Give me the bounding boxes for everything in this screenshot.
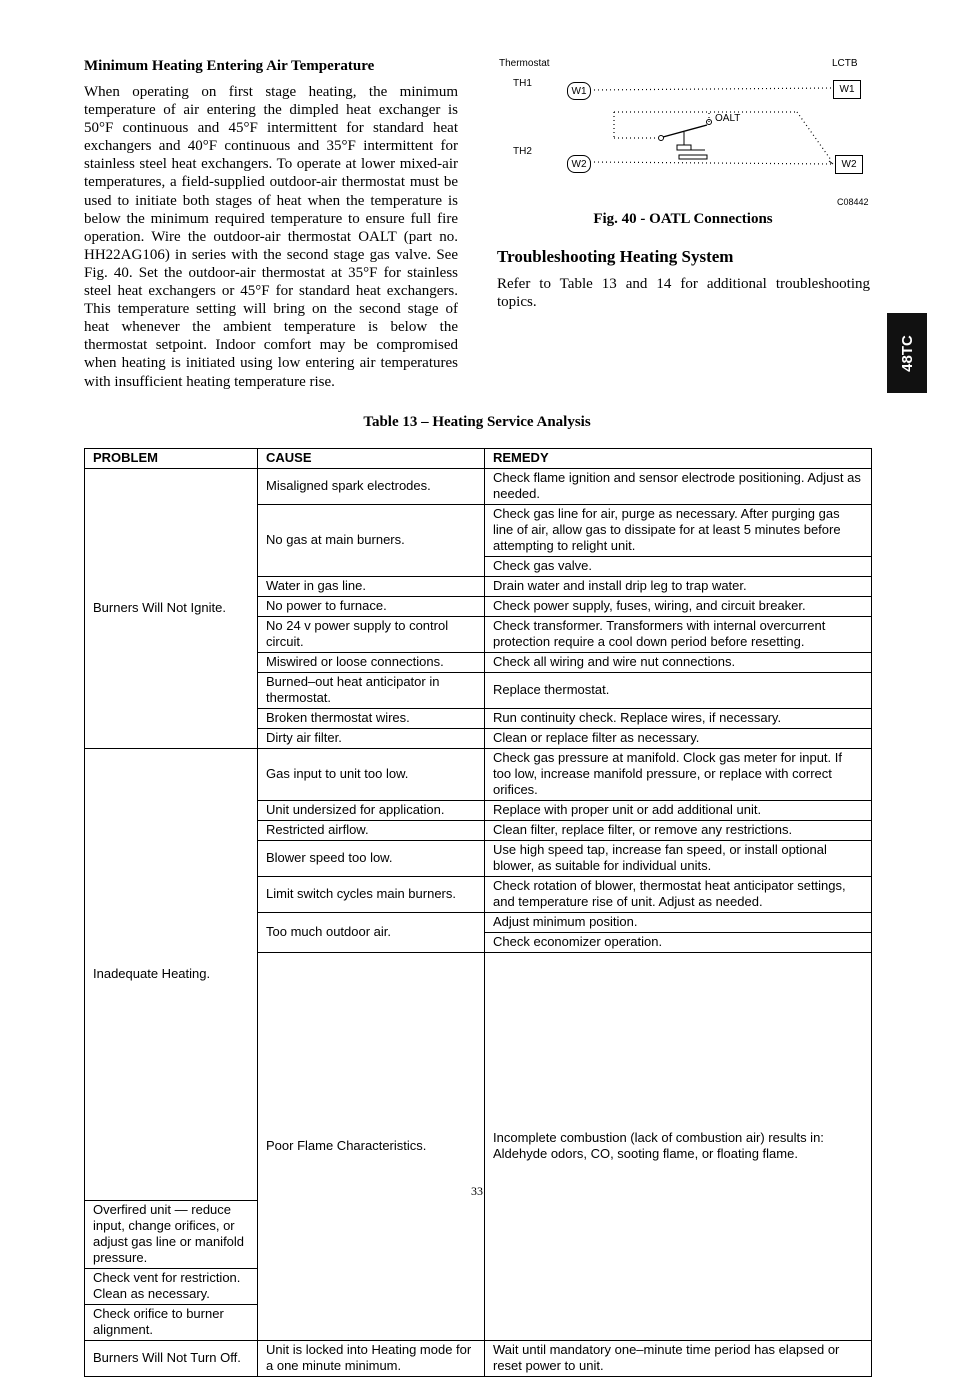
- thermostat-label: Thermostat: [499, 58, 550, 69]
- th2-label: TH2: [513, 146, 532, 157]
- table-title: Table 13 – Heating Service Analysis: [363, 414, 591, 430]
- cause-cell: Too much outdoor air.: [258, 913, 485, 953]
- problem-cell: Inadequate Heating.: [85, 749, 258, 1201]
- table-row: [85, 469, 872, 505]
- remedy-cell: Check gas pressure at manifold. Clock gas meter for input. If too low, increase manifold pressure, or replace with correct orifices.: [485, 749, 872, 801]
- header-cause: CAUSE: [258, 449, 485, 469]
- w2-right-terminal: W2: [835, 155, 863, 174]
- problem-cell: Burners Will Not Ignite.: [85, 469, 258, 749]
- cause-cell: Incomplete combustion (lack of combustion air) results in: Aldehyde odors, CO, sooting flame, or floating flame.: [485, 953, 872, 1341]
- oalt-wiring-diagram: [497, 52, 877, 212]
- remedy-cell: Check gas valve.: [485, 557, 872, 577]
- lctb-label: LCTB: [832, 58, 858, 69]
- header-problem: PROBLEM: [85, 449, 258, 469]
- cause-cell: No 24 v power supply to control circuit.: [258, 617, 485, 653]
- side-tab-label: 48TC: [898, 334, 916, 372]
- cause-cell: Blower speed too low.: [258, 841, 485, 877]
- cause-cell: No gas at main burners.: [258, 505, 485, 577]
- problem-cell: Poor Flame Characteristics.: [258, 953, 485, 1341]
- page-number: 33: [471, 1184, 483, 1198]
- cause-cell: Burned–out heat anticipator in thermostat.: [258, 673, 485, 709]
- section-heading-min-heating: Minimum Heating Entering Air Temperature: [84, 58, 375, 74]
- header-remedy: REMEDY: [485, 449, 872, 469]
- cause-cell: No power to furnace.: [258, 597, 485, 617]
- cause-cell: Broken thermostat wires.: [258, 709, 485, 729]
- cause-cell: Water in gas line.: [258, 577, 485, 597]
- min-heating-paragraph: When operating on first stage heating, the minimum temperature of air entering the dimpled heat exchanger is 50°F continuous and 45°F intermittent for standard heat exchangers and 40°F continuous and 35°F intermittent for stainless steel heat exchangers. To operate at lower mixed-air temperatures, a field-supplied outdoor-air thermostat must be used to initiate both stages of heat when the temperature is below the minimum required temperature to ensure full fire operation. Wire the outdoor-air thermostat OALT (part no. HH22AG106) in series with the second stage gas valve. See Fig. 40. Set the outdoor-air thermostat at 35°F for stainless steel heat exchangers or 45°F for standard heat exchangers. This temperature setting will bring on the second stage of heat whenever the ambient temperature is below the thermostat setpoint. Indoor comfort may be compromised when heating is initiated using low entering air temperatures with insufficient heating temperature rise.: [84, 84, 458, 390]
- remedy-cell: Check orifice to burner alignment.: [85, 1305, 258, 1341]
- problem-cell: Burners Will Not Turn Off.: [85, 1341, 258, 1377]
- table-header-row: [85, 449, 872, 469]
- heating-service-analysis-table: [84, 448, 872, 1377]
- remedy-cell: Check all wiring and wire nut connections.: [485, 653, 872, 673]
- troubleshooting-heading: Troubleshooting Heating System: [497, 247, 734, 266]
- remedy-cell: Overfired unit — reduce input, change orifices, or adjust gas line or manifold pressure.: [85, 1201, 258, 1269]
- figure-caption: Fig. 40 - OATL Connections: [593, 211, 773, 227]
- w1-right-terminal: W1: [833, 80, 861, 99]
- remedy-cell: Use high speed tap, increase fan speed, or install optional blower, as suitable for individual units.: [485, 841, 872, 877]
- cause-cell: Miswired or loose connections.: [258, 653, 485, 673]
- remedy-cell: Check economizer operation.: [485, 933, 872, 953]
- remedy-cell: Check vent for restriction. Clean as necessary.: [85, 1269, 258, 1305]
- cause-cell: Restricted airflow.: [258, 821, 485, 841]
- side-tab-48tc: [887, 313, 927, 393]
- cause-cell: Unit undersized for application.: [258, 801, 485, 821]
- table-row: [85, 749, 872, 801]
- cause-cell: Misaligned spark electrodes.: [258, 469, 485, 505]
- w1-left-terminal: W1: [567, 82, 591, 100]
- remedy-cell: Check gas line for air, purge as necessary. After purging gas line of air, allow gas to dissipate for at least 5 minutes before attempting to relight unit.: [485, 505, 872, 557]
- th1-label: TH1: [513, 78, 532, 89]
- remedy-cell: Check rotation of blower, thermostat heat anticipator settings, and temperature rise of unit. Adjust as needed.: [485, 877, 872, 913]
- cause-cell: Dirty air filter.: [258, 729, 485, 749]
- cause-cell: Unit is locked into Heating mode for a one minute minimum.: [258, 1341, 485, 1377]
- table-row: [85, 1341, 872, 1377]
- oalt-label: OALT: [715, 113, 741, 124]
- remedy-cell: Check flame ignition and sensor electrode positioning. Adjust as needed.: [485, 469, 872, 505]
- w2-left-terminal: W2: [567, 155, 591, 173]
- remedy-cell: Replace thermostat.: [485, 673, 872, 709]
- remedy-cell: Replace with proper unit or add additional unit.: [485, 801, 872, 821]
- wiring-lines: [497, 52, 877, 212]
- figure-code: C08442: [837, 197, 869, 207]
- cause-cell: Limit switch cycles main burners.: [258, 877, 485, 913]
- cause-cell: Gas input to unit too low.: [258, 749, 485, 801]
- remedy-cell: Adjust minimum position.: [485, 913, 872, 933]
- remedy-cell: Clean or replace filter as necessary.: [485, 729, 872, 749]
- troubleshooting-paragraph: Refer to Table 13 and 14 for additional troubleshooting topics.: [497, 276, 870, 311]
- remedy-cell: Wait until mandatory one–minute time period has elapsed or reset power to unit.: [485, 1341, 872, 1377]
- remedy-cell: Check transformer. Transformers with internal overcurrent protection require a cool down period before resetting.: [485, 617, 872, 653]
- remedy-cell: Drain water and install drip leg to trap water.: [485, 577, 872, 597]
- remedy-cell: Clean filter, replace filter, or remove any restrictions.: [485, 821, 872, 841]
- remedy-cell: Check power supply, fuses, wiring, and circuit breaker.: [485, 597, 872, 617]
- remedy-cell: Run continuity check. Replace wires, if necessary.: [485, 709, 872, 729]
